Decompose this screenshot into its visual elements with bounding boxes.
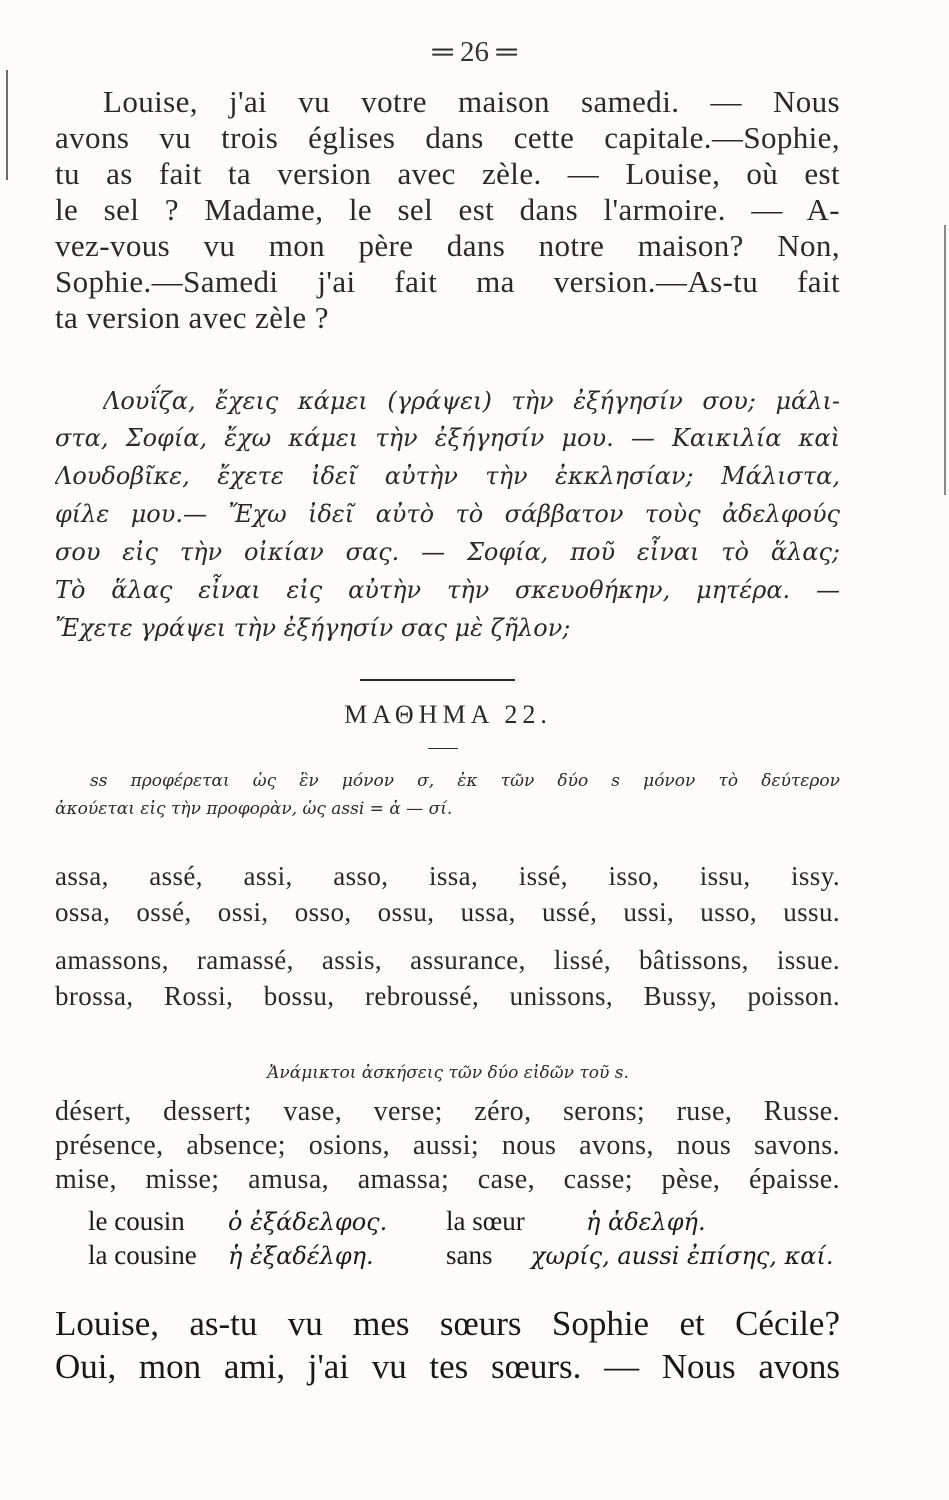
text-line: Λουΐζα, ἔχεις κάμει (γράψει) τὴν ἐξήγησίν σου; μάλι- [103,387,840,415]
vocab-french: le cousin [88,1206,185,1236]
lesson-heading: ΜΑΘΗΜΑ 22. [344,700,552,729]
mixed-exercises-heading: Ἀνάμικτοι ἀσκήσεις τῶν δύο εἰδῶν τοῦ s. [267,1063,629,1083]
vocabulary-row [88,1239,834,1272]
text-line: Louise, as-tu vu mes sœurs Sophie et Cécile? [55,1304,840,1343]
page-edge-shadow-right [944,225,946,495]
text-line: Τὸ ἅλας εἶναι εἰς αὐτὴν τὴν σκευοθήκην, μητέρα. — [55,576,840,604]
drill-line: amassons, ramassé, assis, assurance, lissé, bâtissons, issue. [55,945,840,975]
text-line: Sophie.—Samedi j'ai fait ma version.—As-tu fait [55,264,840,299]
text-line: Louise, j'ai vu votre maison samedi. — Nous [103,84,840,119]
drill-line: désert, dessert; vase, verse; zéro, serons; ruse, Russe. [55,1096,840,1127]
text-line: ta version avec zèle ? [55,300,329,335]
text-line: στα, Σοφία, ἔχω κάμει τὴν ἐξήγησίν μου. — Καικιλία καὶ [55,424,840,452]
page-number: ═ 26 ═ [432,36,517,68]
text-line: avons vu trois églises dans cette capitale.—Sophie, [55,120,840,155]
vocab-greek: ἡ ἐξαδέλφη. [228,1242,374,1270]
text-line: σου εἰς τὴν οἰκίαν σας. — Σοφία, ποῦ εἶναι τὸ ἅλας; [55,538,840,566]
note-line: ss προφέρεται ὡς ἓν μόνον σ, ἐκ τῶν δύο s μόνον τὸ δεύτερον [90,771,840,791]
vocab-greek: χωρίς, aussi ἐπίσης, καί. [531,1242,834,1270]
drill-line: présence, absence; osions, aussi; nous avons, nous savons. [55,1130,840,1161]
text-line: tu as fait ta version avec zèle. — Louise, où est [55,156,840,191]
drill-line: ossa, ossé, ossi, osso, ossu, ussa, ussé, ussi, usso, ussu. [55,897,840,927]
vocab-french: la sœur [446,1206,525,1236]
text-line: Oui, mon ami, j'ai vu tes sœurs. — Nous avons [55,1347,840,1386]
page-edge-shadow-left [6,70,8,180]
vocab-greek: ὁ ἐξάδελφος. [228,1208,388,1236]
vocab-french: la cousine [88,1240,197,1270]
drill-line: brossa, Rossi, bossu, rebroussé, unissons, Bussy, poisson. [55,981,840,1011]
separator-rule [360,679,515,681]
vocab-french: sans [446,1240,493,1270]
note-line: ἀκούεται εἰς τὴν προφορὰν, ὡς assi = ἀ — σί. [55,799,453,819]
vocabulary-row [88,1205,706,1238]
separator-rule-short [428,748,458,749]
text-line: Λουδοβῖκε, ἔχετε ἰδεῖ αὐτὴν τὴν ἐκκλησίαν; Μάλιστα, [55,462,840,490]
drill-line: mise, misse; amusa, amassa; case, casse; pèse, épaisse. [55,1164,840,1195]
drill-line: assa, assé, assi, asso, issa, issé, isso, issu, issy. [55,861,840,891]
text-line: vez-vous vu mon père dans notre maison? Non, [55,228,840,263]
text-line: φίλε μου.— Ἔχω ἰδεῖ αὐτὸ τὸ σάββατον τοὺς ἀδελφούς [55,500,840,528]
text-line: Ἔχετε γράψει τὴν ἐξήγησίν σας μὲ ζῆλον; [55,614,571,642]
text-line: le sel ? Madame, le sel est dans l'armoire. — A- [55,192,840,227]
vocab-greek: ἡ ἀδελφή. [586,1208,706,1236]
page-number-value: 26 [460,36,489,68]
